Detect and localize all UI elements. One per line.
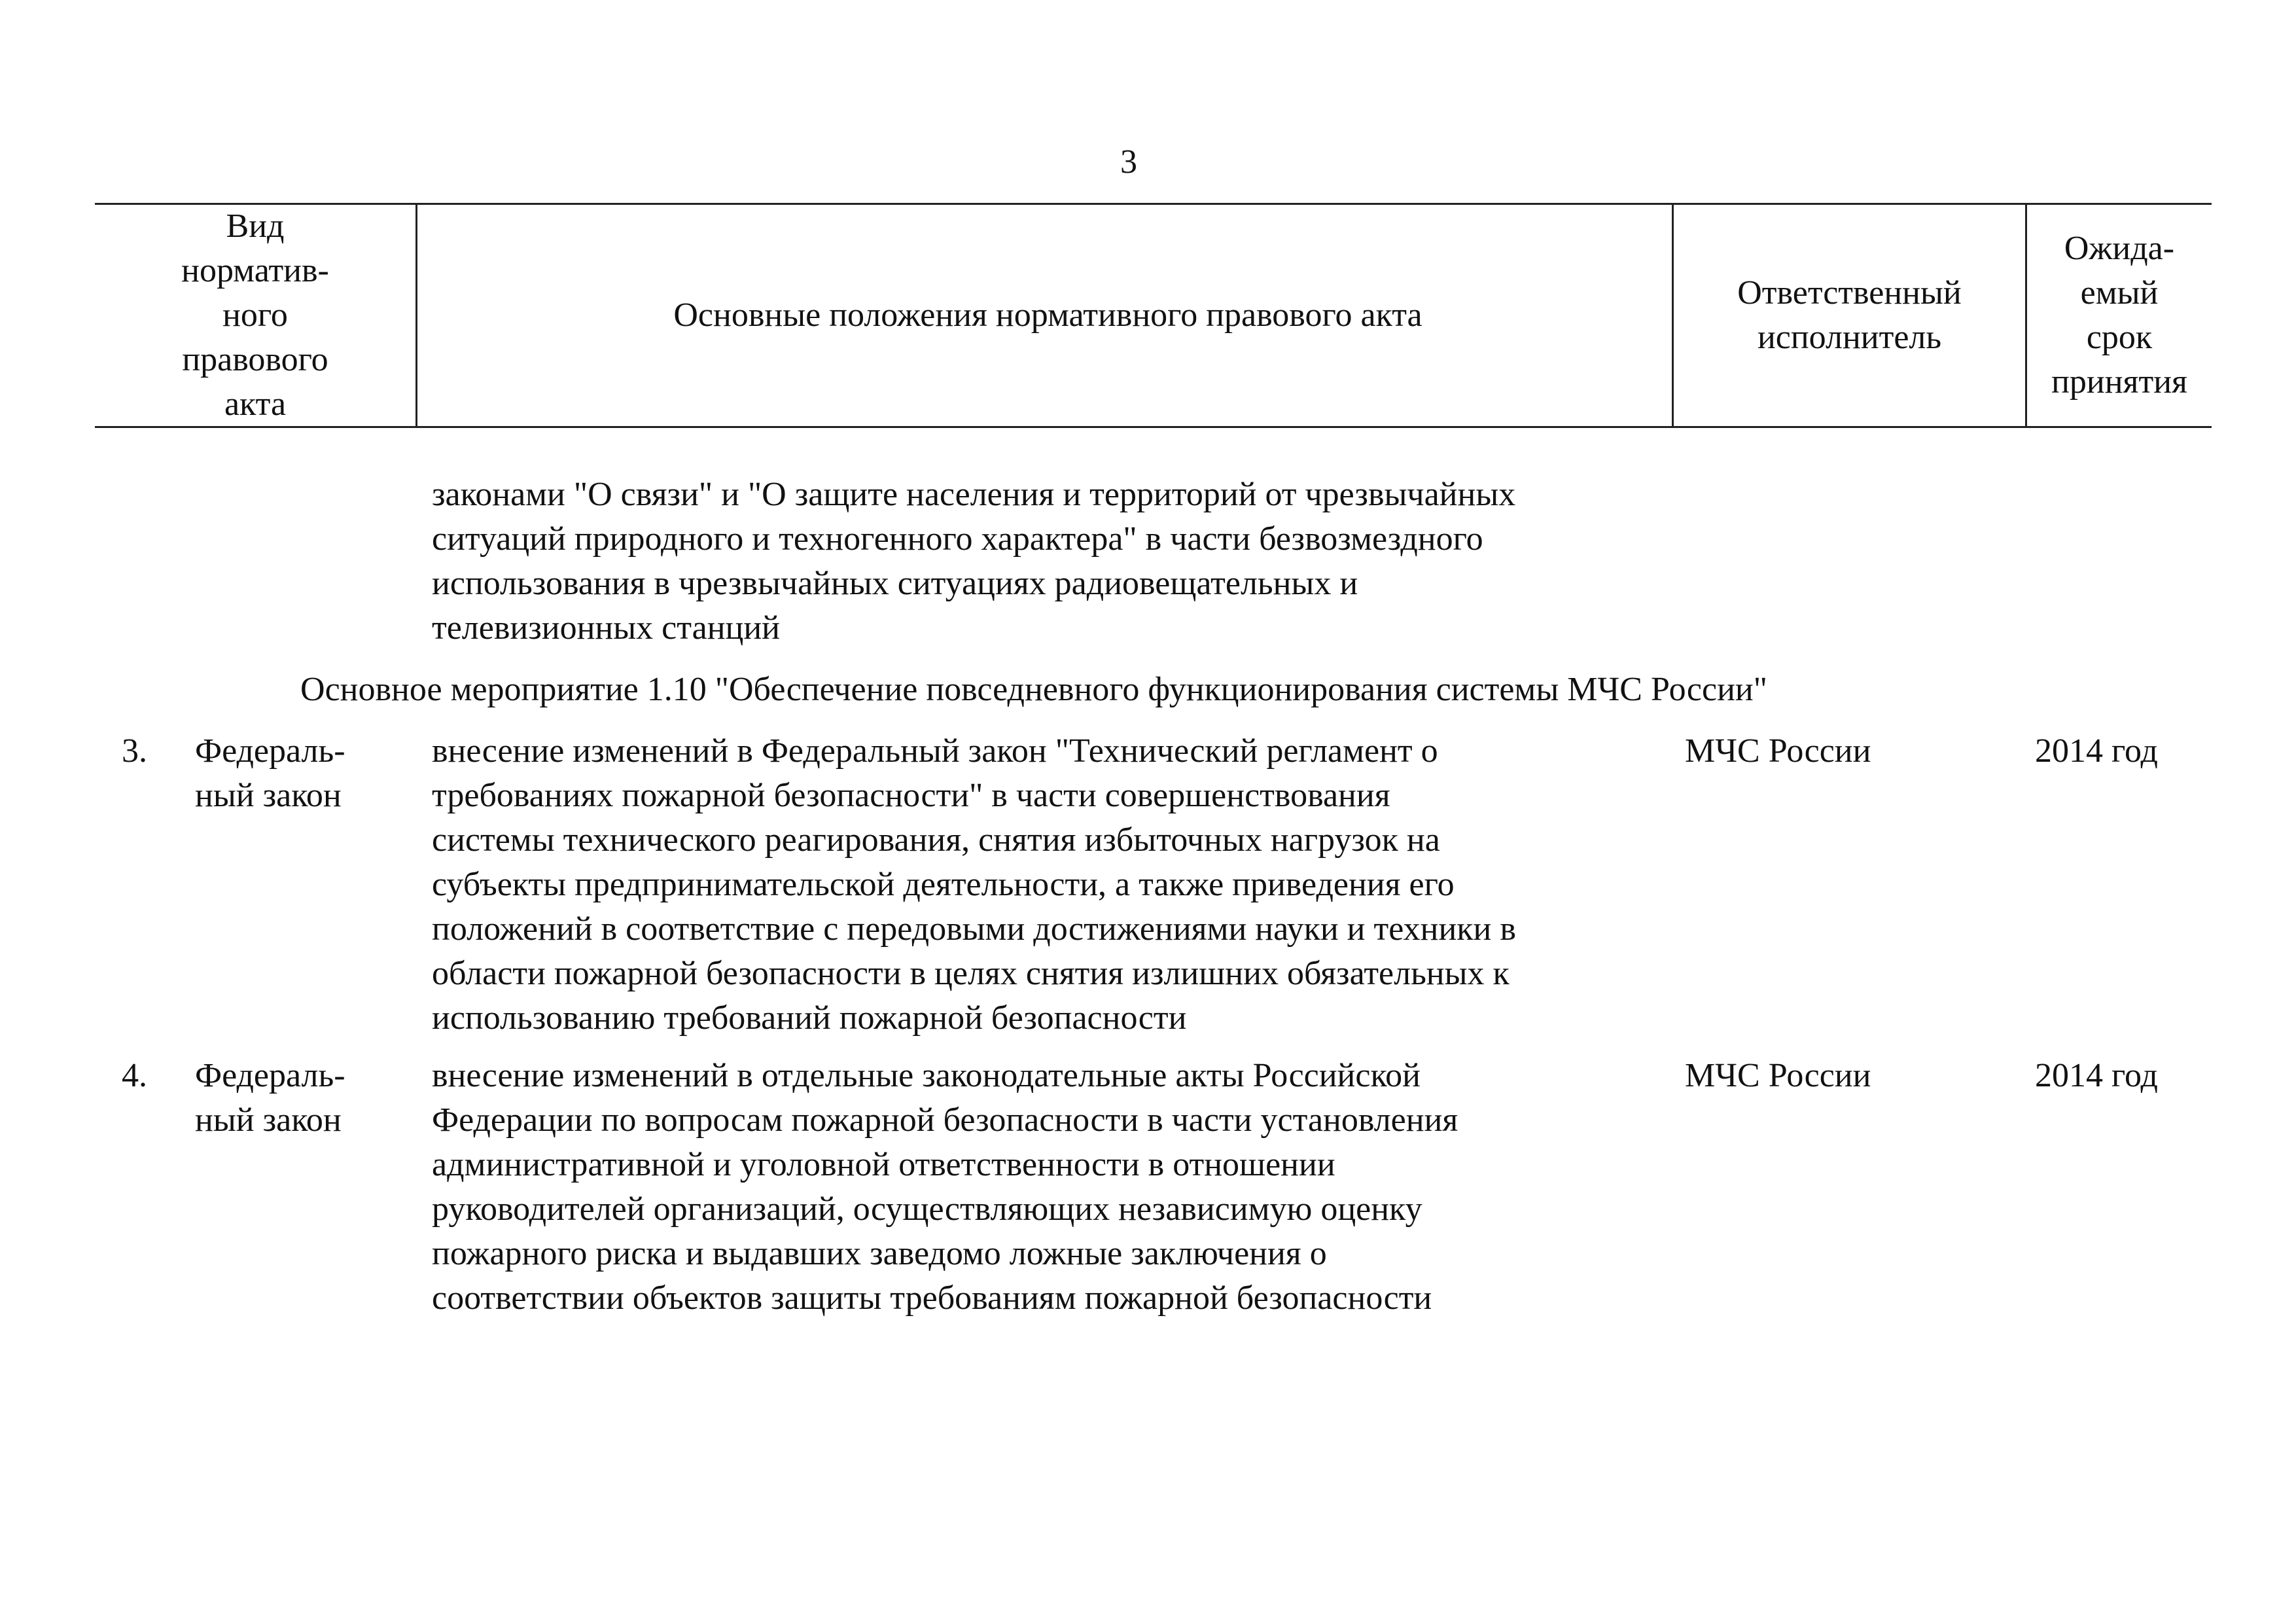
header-cell-executor — [1672, 205, 2025, 426]
row-act-type-line: ный закон — [195, 1101, 342, 1139]
row-description-line: административной и уголовной ответственности в отношении — [432, 1146, 1335, 1183]
page-number: 3 — [1120, 143, 1137, 181]
row-description-line: соответствии объектов защиты требованиям пожарной безопасности — [432, 1279, 1432, 1317]
row-description-line: руководителей организаций, осуществляющих независимую оценку — [432, 1190, 1422, 1228]
header-cell-act-type — [95, 205, 415, 426]
row-act-type-line: Федераль- — [195, 732, 345, 770]
header-cell-term — [2025, 205, 2212, 426]
row-act-type-line: ный закон — [195, 777, 342, 814]
continuation-paragraph — [432, 473, 1515, 651]
row-description-line: области пожарной безопасности в целях снятия излишних обязательных к — [432, 955, 1510, 992]
row-number: 3. — [122, 732, 147, 770]
row-term: 2014 год — [2035, 1057, 2158, 1094]
header-cell-provisions — [415, 205, 1678, 426]
row-description-line: субъекты предпринимательской деятельности, а также приведения его — [432, 866, 1455, 903]
row-act-type — [195, 729, 345, 818]
row-description-line: использованию требований пожарной безопасности — [432, 999, 1187, 1037]
row-description-line: внесение изменений в отдельные законодательные акты Российской — [432, 1057, 1421, 1094]
row-act-type — [195, 1054, 345, 1143]
continuation-line: ситуаций природного и техногенного характера" в части безвозмездного — [432, 520, 1483, 558]
row-executor: МЧС России — [1685, 732, 1871, 770]
row-description-line: требованиях пожарной безопасности" в части совершенствования — [432, 777, 1390, 814]
header-label-term: Ожида- емый срок принятия — [2051, 230, 2187, 401]
row-term: 2014 год — [2035, 732, 2158, 770]
header-label-provisions: Основные положения нормативного правового акта — [673, 296, 1422, 334]
row-description-line: пожарного риска и выдавших заведомо ложные заключения о — [432, 1235, 1327, 1272]
row-description-line: внесение изменений в Федеральный закон "Технический регламент о — [432, 732, 1438, 770]
row-description-line: системы технического реагирования, снятия избыточных нагрузок на — [432, 821, 1440, 859]
row-executor: МЧС России — [1685, 1057, 1871, 1094]
table-header — [95, 203, 2212, 428]
row-number: 4. — [122, 1057, 147, 1094]
header-label-executor: Ответственный исполнитель — [1737, 274, 1962, 356]
row-description — [432, 1054, 1458, 1321]
row-description-line: Федерации по вопросам пожарной безопасности в части установления — [432, 1101, 1458, 1139]
row-description-line: положений в соответствие с передовыми достижениями науки и техники в — [432, 910, 1516, 948]
continuation-line: телевизионных станций — [432, 609, 781, 647]
continuation-line: законами "О связи" и "О защите населения и территорий от чрезвычайных — [432, 476, 1516, 513]
continuation-line: использования в чрезвычайных ситуациях радиовещательных и — [432, 565, 1358, 602]
row-act-type-line: Федераль- — [195, 1057, 345, 1094]
header-label-act-type: Вид норматив- ного правового акта — [181, 207, 329, 423]
row-description — [432, 729, 1516, 1041]
activity-heading: Основное мероприятие 1.10 "Обеспечение повседневного функционирования системы МЧС России" — [300, 671, 1767, 708]
